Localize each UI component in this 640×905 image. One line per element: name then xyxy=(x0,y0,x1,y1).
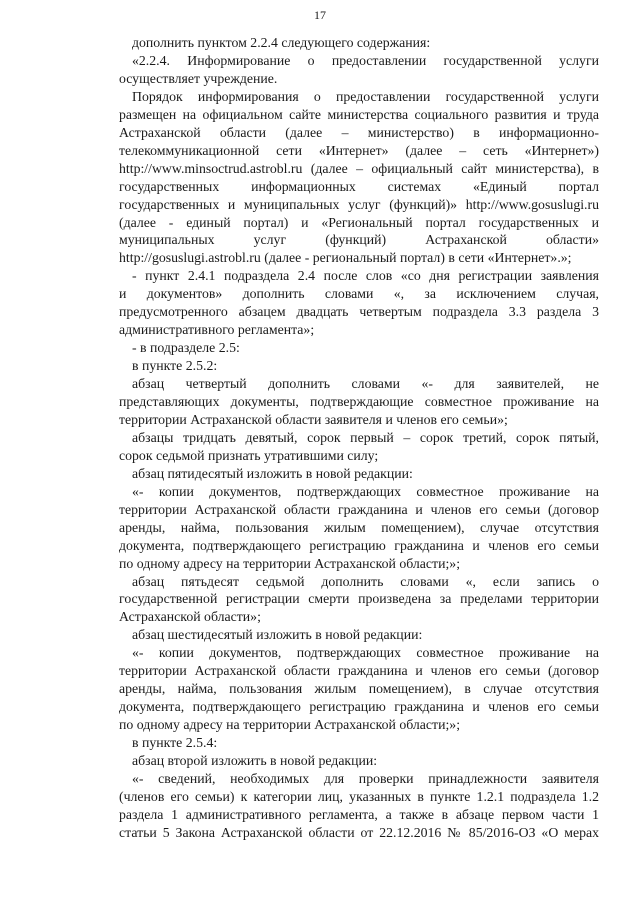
text-line: предусмотренного абзацем двадцать четвертым подраздела 3.3 раздела 3 xyxy=(119,304,599,320)
text-line: и документов» дополнить словами «, за исключением случая, xyxy=(119,286,599,302)
text-line: представляющих документы, подтверждающие совместное проживание на xyxy=(119,394,599,409)
text-line: http://www.minsoctrud.astrobl.ru (далее – официальный сайт министерства), в xyxy=(119,160,599,176)
text-line: аренды, найма, пользования жилым помещением), случае отсутствия xyxy=(119,519,599,535)
text-line: территории Астраханской области гражданина и членов его семьи (договор xyxy=(119,663,599,679)
text-line: абзацы тридцать девятый, сорок первый – сорок третий, сорок пятый, xyxy=(132,429,599,445)
text-line: Астраханской области (далее – министерство) в информационно- xyxy=(119,124,599,140)
text-line: государственной регистрации смерти произведена за пределами территории xyxy=(119,591,599,607)
text-line: - пункт 2.4.1 подраздела 2.4 после слов «со дня регистрации заявления xyxy=(132,268,599,284)
text-line: абзац второй изложить в новой редакции: xyxy=(132,753,378,768)
text-line: сорок седьмой признать утратившими силу; xyxy=(119,447,379,463)
text-line: (членов его семьи) к категории лиц, указанных в пункте 1.2.1 подраздела 1.2 xyxy=(119,788,599,804)
text-line: документа, подтверждающего регистрацию гражданина и членов его семьи xyxy=(119,699,599,715)
text-line: территории Астраханской области заявителя и членов его семьи»; xyxy=(119,411,508,427)
text-line: раздела 1 административного регламента, а также в абзаце первом части 1 xyxy=(119,806,599,822)
text-line: государственных информационных системах «Единый портал xyxy=(119,178,599,194)
text-line: статьи 5 Закона Астраханской области от 22.12.2016 № 85/2016-ОЗ «О мерах xyxy=(119,824,599,840)
page-number: 17 xyxy=(314,8,326,22)
text-line: абзац шестидесятый изложить в новой редакции: xyxy=(132,627,423,643)
text-line: дополнить пунктом 2.2.4 следующего содержания: xyxy=(132,35,431,50)
text-line: абзац пятидесятый изложить в новой редакции: xyxy=(132,465,413,481)
text-line: территории Астраханской области гражданина и членов его семьи (договор xyxy=(119,501,599,517)
text-line: административного регламента»; xyxy=(119,322,315,338)
text-line: «- копии документов, подтверждающих совместное проживание на xyxy=(132,645,599,661)
text-line: http://gosuslugi.astrobl.ru (далее - региональный портал) в сети «Интернет».»; xyxy=(119,250,572,266)
text-line: в пункте 2.5.2: xyxy=(132,358,218,374)
text-line: Порядок информирования о предоставлении государственной услуги xyxy=(132,88,599,104)
text-line: муниципальных услуг (функций) Астраханской области» xyxy=(119,232,599,248)
text-line: «2.2.4. Информирование о предоставлении государственной услуги xyxy=(132,53,599,68)
text-line: абзац пятьдесят седьмой дополнить словами «, если запись о xyxy=(132,573,599,589)
text-line: аренды, найма, пользования жилым помещением), в случае отсутствия xyxy=(119,681,599,697)
text-line: в пункте 2.5.4: xyxy=(132,735,218,750)
text-line: размещен на официальном сайте министерства социального развития и труда xyxy=(119,106,599,122)
text-line: абзац четвертый дополнить словами «- для заявителей, не xyxy=(132,376,599,392)
text-line: - в подразделе 2.5: xyxy=(132,340,240,356)
text-line: государственных и муниципальных услуг (функций)» http://www.gosuslugi.ru xyxy=(119,196,599,212)
text-line: телекоммуникационной сети «Интернет» (далее – сеть «Интернет») xyxy=(119,142,599,158)
text-line: «- сведений, необходимых для проверки принадлежности заявителя xyxy=(132,770,599,786)
text-line: «- копии документов, подтверждающих совместное проживание на xyxy=(132,483,599,499)
text-line: по одному адресу на территории Астраханской области;»; xyxy=(119,555,461,571)
text-line: Астраханской области»; xyxy=(119,609,261,625)
text-line: по одному адресу на территории Астраханской области;»; xyxy=(119,717,461,733)
text-line: документа, подтверждающего регистрацию гражданина и членов его семьи xyxy=(119,537,599,553)
text-line: (далее - единый портал) и «Региональный портал государственных и xyxy=(119,214,599,230)
text-line: осуществляет учреждение. xyxy=(119,70,278,86)
